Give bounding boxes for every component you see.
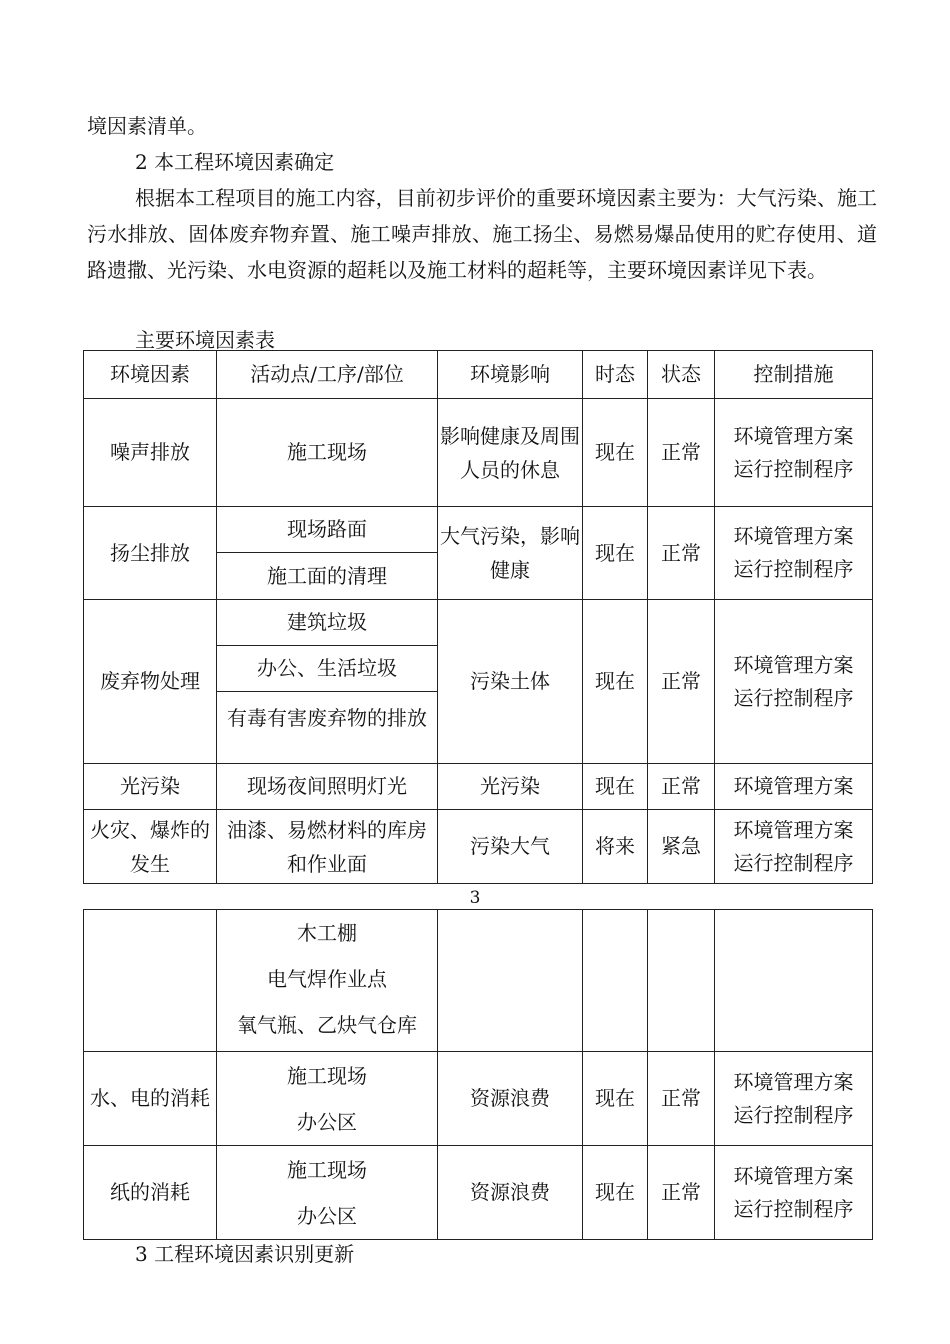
control-line: 运行控制程序 [733, 850, 854, 875]
control-line: 环境管理方案 [733, 423, 854, 448]
cell-state: 正常 [648, 600, 715, 764]
cell-factor: 噪声排放 [84, 399, 217, 507]
cell-activity: 办公、生活垃圾 [217, 646, 438, 692]
cell-impact: 影响健康及周围人员的休息 [438, 399, 583, 507]
section3-heading: 3 工程环境因素识别更新 [135, 1242, 355, 1266]
control-line: 运行控制程序 [733, 1196, 854, 1221]
cell-activity: 现场路面 [217, 507, 438, 553]
cell-factor: 水、电的消耗 [84, 1052, 217, 1146]
env-factor-table-continued [83, 909, 873, 1240]
cell-activity: 现场夜间照明灯光 [217, 764, 438, 810]
cell-tense: 现在 [583, 1146, 648, 1240]
cell-state: 正常 [648, 1052, 715, 1146]
control-line: 环境管理方案 [733, 652, 854, 677]
control-line: 环境管理方案 [733, 817, 854, 842]
control-line: 运行控制程序 [733, 685, 854, 710]
cell-impact: 大气污染，影响健康 [438, 507, 583, 600]
control-line: 环境管理方案 [733, 524, 854, 548]
control-line: 运行控制程序 [733, 456, 854, 481]
cell-impact: 光污染 [438, 764, 583, 810]
table-row [84, 507, 873, 553]
cell-impact: 资源浪费 [438, 1052, 583, 1146]
cell-state: 正常 [648, 507, 715, 600]
control-line: 运行控制程序 [733, 1102, 854, 1127]
table-row [84, 1052, 873, 1146]
cell-activity [217, 1146, 438, 1240]
cell-control [715, 399, 873, 507]
section2-paragraph: 根据本工程项目的施工内容，目前初步评价的重要环境因素主要为：大气污染、施工污水排放、固体废弃物弃置、施工噪声排放、施工扬尘、易燃易爆品使用的贮存使用、道路遗撒、光污染、水电资源的超耗以及施工材料的超耗等，主要环境因素详见下表。 [87, 186, 877, 282]
cell-tense: 现在 [583, 600, 648, 764]
cell-tense: 现在 [583, 507, 648, 600]
table-row [84, 764, 873, 810]
header-state: 状态 [648, 351, 715, 399]
activity-line: 氧气瓶、乙炔气仓库 [237, 1013, 417, 1037]
activity-line: 木工棚 [297, 921, 357, 945]
control-line: 环境管理方案 [733, 1163, 854, 1188]
section2-heading: 2 本工程环境因素确定 [135, 150, 335, 174]
header-impact: 环境影响 [438, 351, 583, 399]
control-line: 运行控制程序 [733, 557, 854, 581]
cell-activity: 油漆、易燃材料的库房和作业面 [217, 810, 438, 884]
page-number: 3 [469, 888, 481, 908]
cell-state: 紧急 [648, 810, 715, 884]
cell-factor: 火灾、爆炸的发生 [84, 810, 217, 884]
cell-activity: 施工面的清理 [217, 553, 438, 600]
cell-control [715, 600, 873, 764]
cell-impact: 污染土体 [438, 600, 583, 764]
table-row [84, 399, 873, 507]
cell-control [715, 507, 873, 600]
cell-impact: 资源浪费 [438, 1146, 583, 1240]
cell-tense: 将来 [583, 810, 648, 884]
cell-control [715, 1146, 873, 1240]
header-factor: 环境因素 [84, 351, 217, 399]
cell-control [715, 810, 873, 884]
table-caption: 主要环境因素表 [135, 328, 275, 352]
table-header-row [84, 351, 873, 399]
cell-control [715, 1052, 873, 1146]
cell-activity: 施工现场 [217, 399, 438, 507]
cell-tense: 现在 [583, 764, 648, 810]
cell-factor: 废弃物处理 [84, 600, 217, 764]
table-row [84, 910, 873, 1052]
cell-activity: 有毒有害废弃物的排放 [217, 692, 438, 764]
activity-line: 施工现场 [287, 1063, 367, 1088]
control-line: 环境管理方案 [733, 1069, 854, 1094]
table-row [84, 810, 873, 884]
cell-tense: 现在 [583, 1052, 648, 1146]
cell-factor: 扬尘排放 [84, 507, 217, 600]
cell-state: 正常 [648, 399, 715, 507]
cell-impact [438, 910, 583, 1052]
cell-tense: 现在 [583, 399, 648, 507]
cell-state [648, 910, 715, 1052]
header-activity: 活动点/工序/部位 [217, 351, 438, 399]
cell-activity: 建筑垃圾 [217, 600, 438, 646]
cell-impact: 污染大气 [438, 810, 583, 884]
activity-line: 电气焊作业点 [267, 967, 387, 991]
env-factor-table [83, 350, 873, 884]
cell-control [715, 910, 873, 1052]
cell-tense [583, 910, 648, 1052]
intro-tail-text: 境因素清单。 [87, 114, 207, 138]
activity-line: 办公区 [297, 1203, 357, 1228]
header-tense: 时态 [583, 351, 648, 399]
cell-activity [217, 1052, 438, 1146]
cell-state: 正常 [648, 764, 715, 810]
table-row [84, 600, 873, 646]
table-row [84, 1146, 873, 1240]
header-control: 控制措施 [715, 351, 873, 399]
activity-line: 办公区 [297, 1109, 357, 1134]
cell-control: 环境管理方案 [715, 764, 873, 810]
cell-factor [84, 910, 217, 1052]
cell-state: 正常 [648, 1146, 715, 1240]
cell-factor: 纸的消耗 [84, 1146, 217, 1240]
cell-factor: 光污染 [84, 764, 217, 810]
activity-line: 施工现场 [287, 1157, 367, 1182]
cell-activity [217, 910, 438, 1052]
